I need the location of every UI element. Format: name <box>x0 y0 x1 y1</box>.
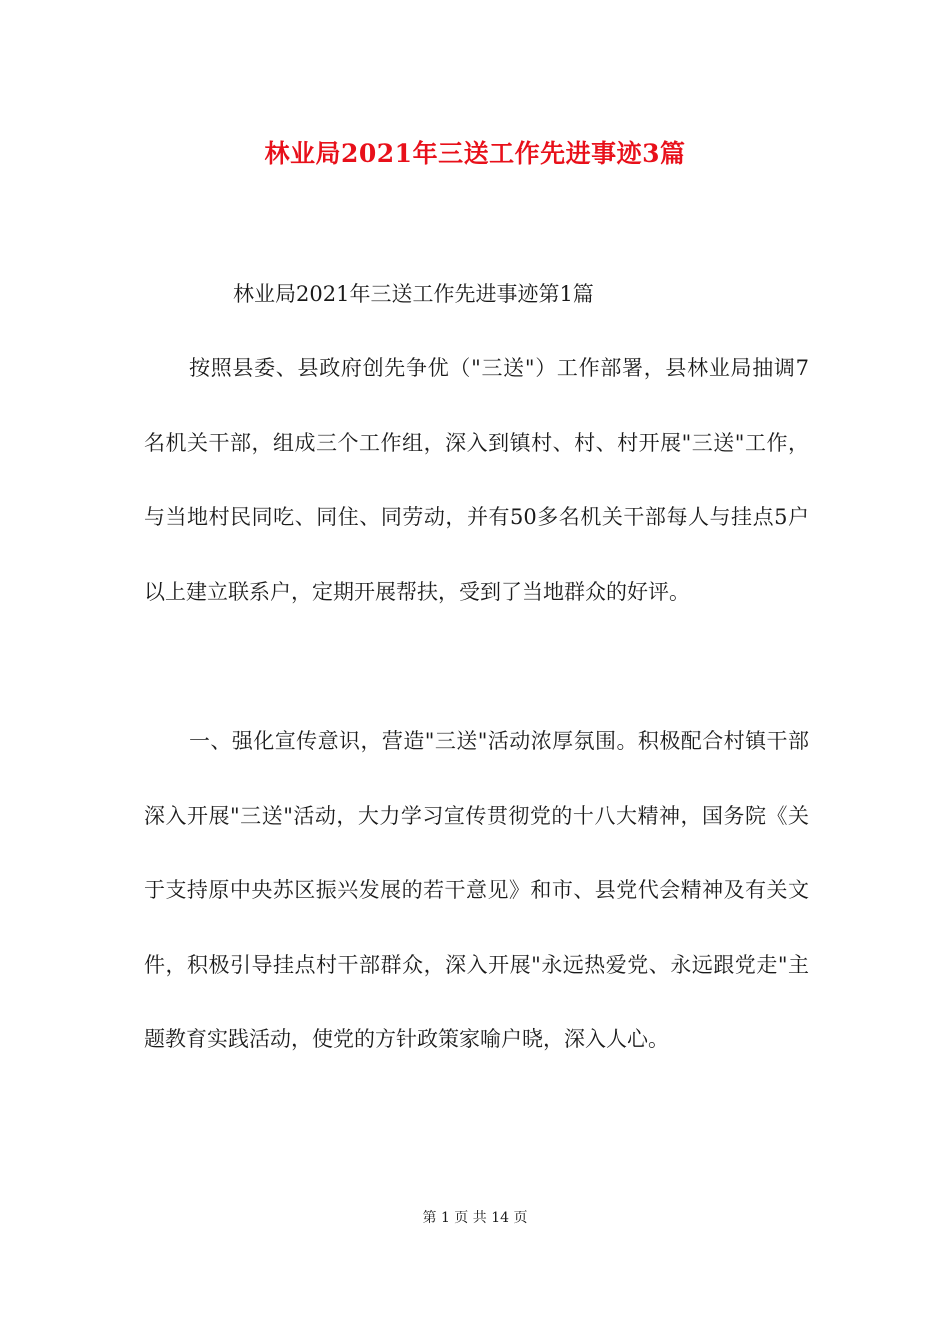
page-number-footer: 第 1 页 共 14 页 <box>422 1210 528 1226</box>
body-paragraph-1: 按照县委、县政府创先争优（"三送"）工作部署，县林业局抽调7名机关干部，组成三个工作组，深入到镇村、村、村开展"三送"工作，与当地村民同吃、同住、同劳动，并有50多名机关干部每人与挂点5户以上建立联系户，定期开展帮扶，受到了当地群众的好评。 <box>144 356 809 604</box>
document-title: 林业局2021年三送工作先进事迹3篇 <box>264 139 686 168</box>
body-paragraph-2: 一、强化宣传意识，营造"三送"活动浓厚氛围。积极配合村镇干部深入开展"三送"活动，大力学习宣传贯彻党的十八大精神，国务院《关于支持原中央苏区振兴发展的若干意见》和市、县党代会精神及有关文件，积极引导挂点村干部群众，深入开展"永远热爱党、永远跟党走"主题教育实践活动，使党的方针政策家喻户晓，深入人心。 <box>144 729 809 1051</box>
section-title: 林业局2021年三送工作先进事迹第1篇 <box>233 282 594 306</box>
